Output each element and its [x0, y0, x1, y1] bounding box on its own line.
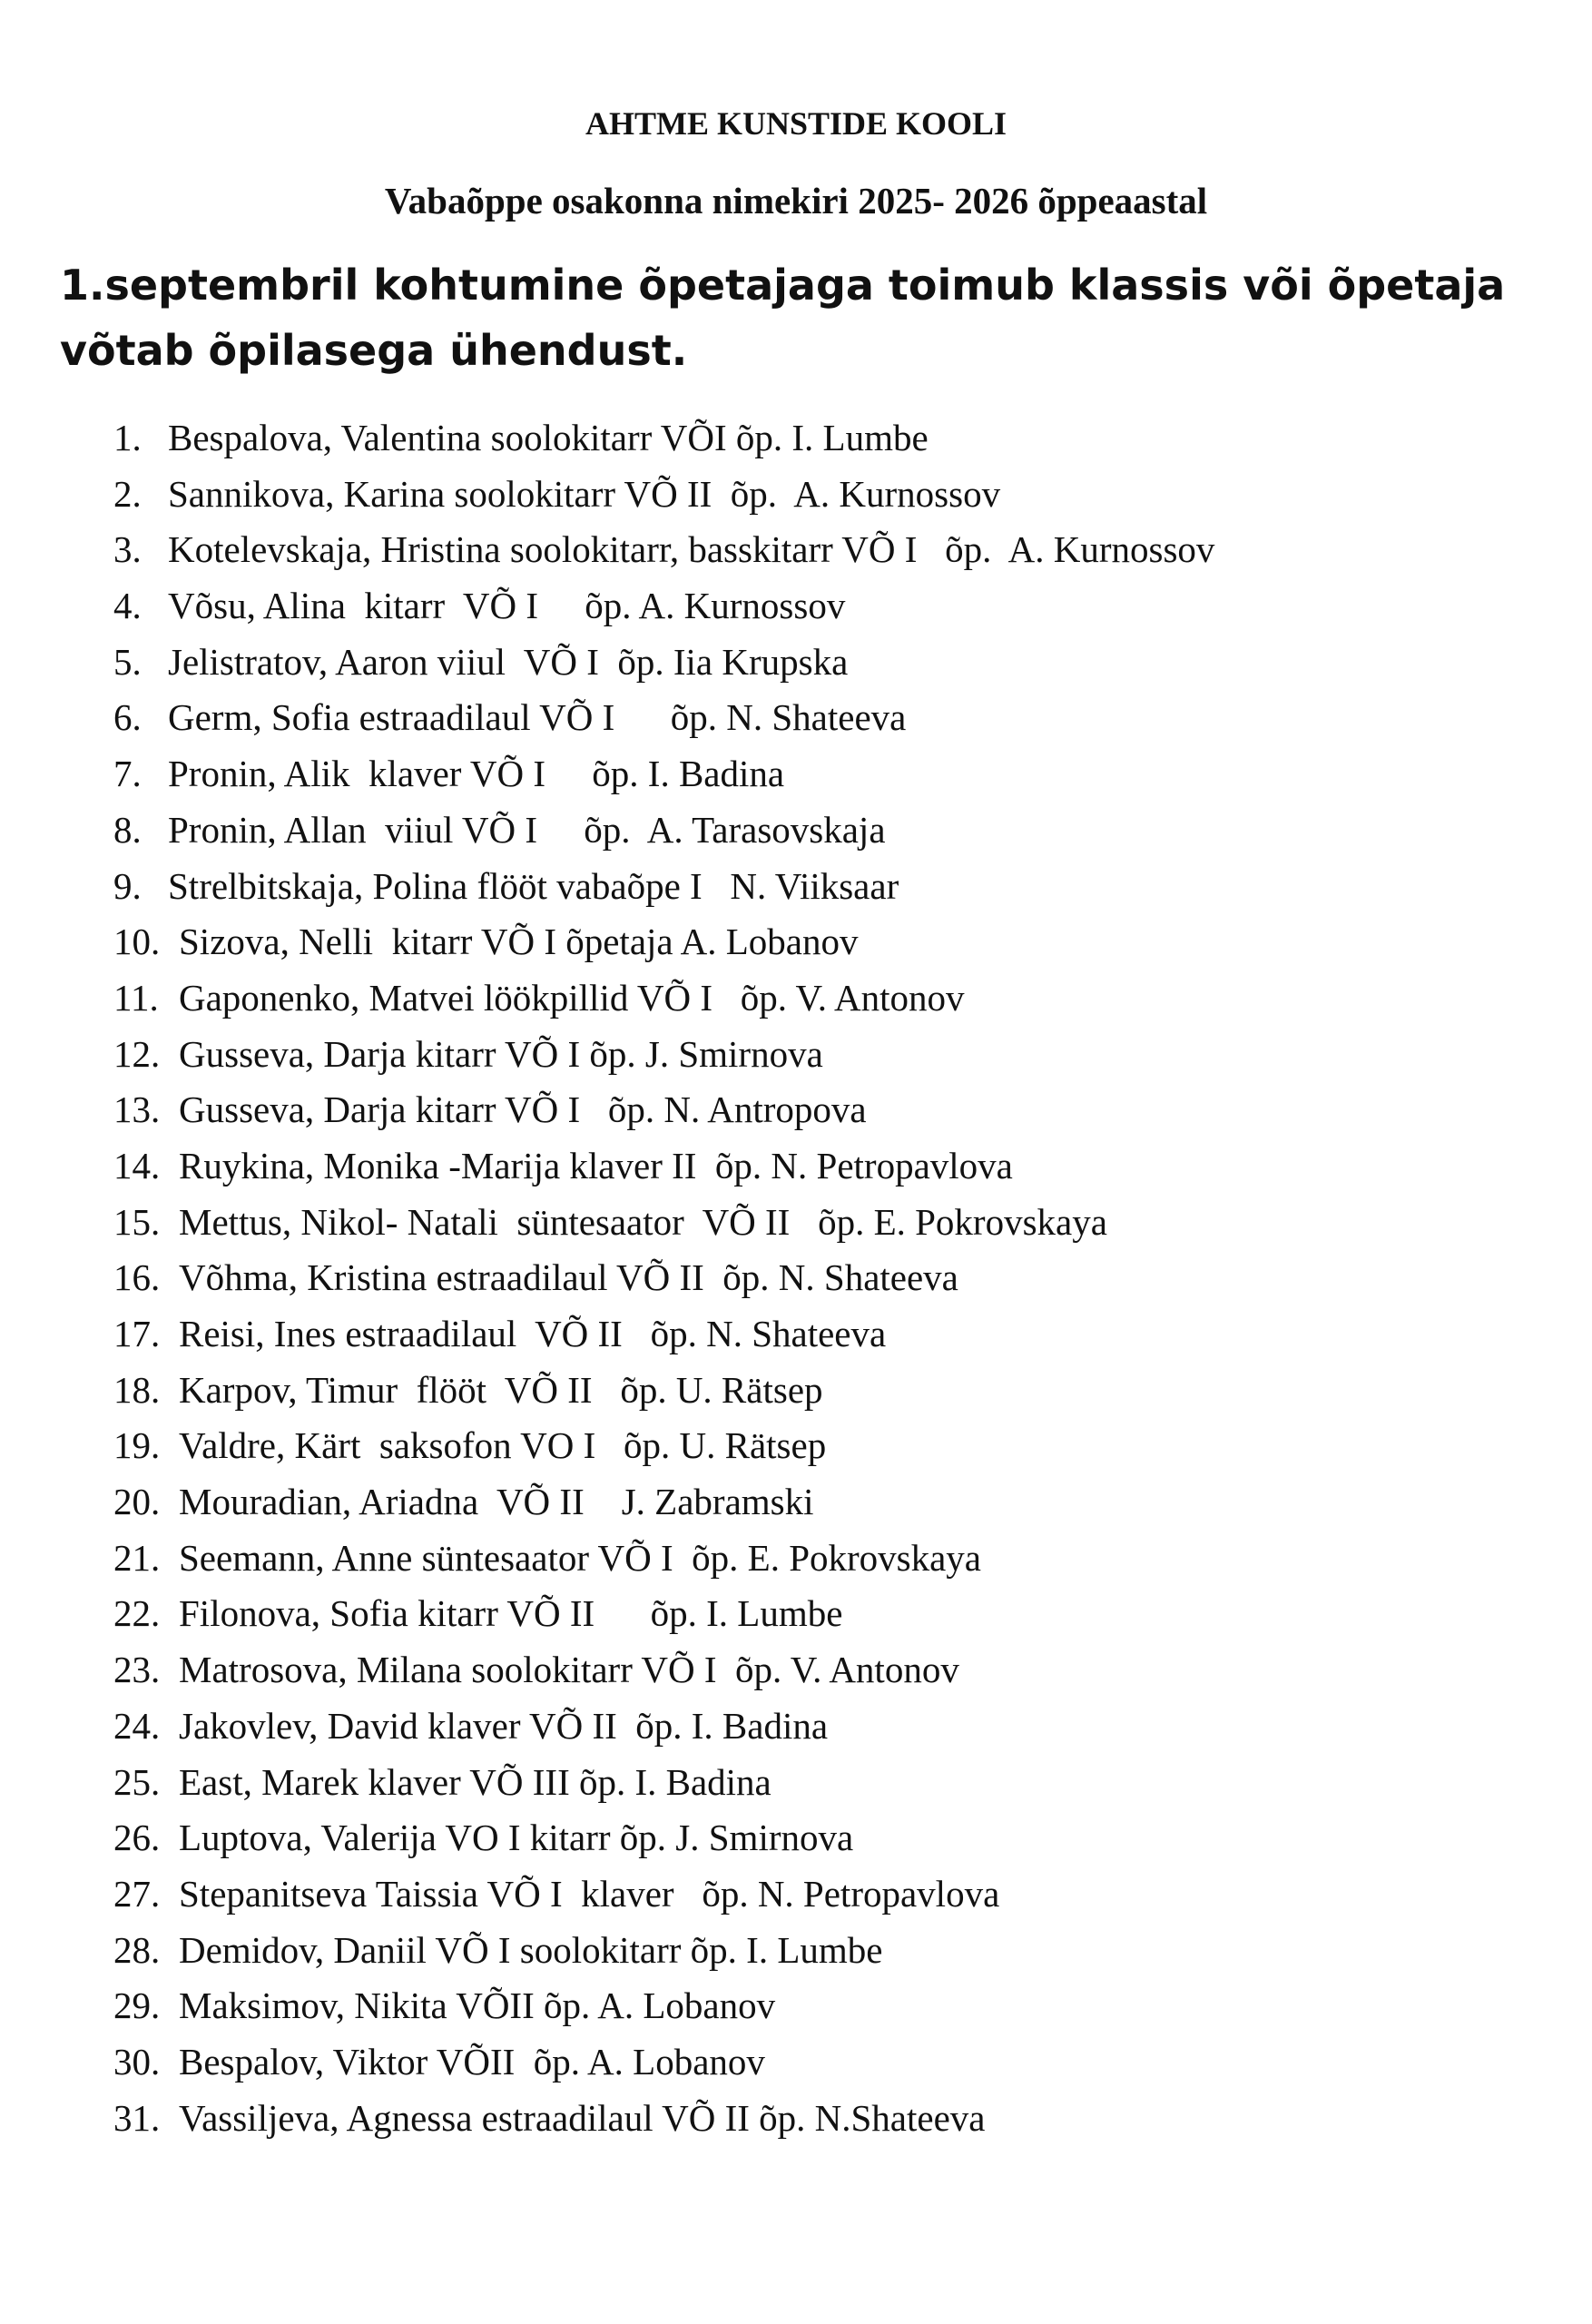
list-title: Vabaõppe osakonna nimekiri 2025- 2026 õppeaastal	[384, 180, 1208, 222]
list-item-text: Valdre, Kärt saksofon VO I õp. U. Rätsep	[179, 1424, 827, 1467]
list-item-text: Stepanitseva Taissia VÕ I klaver õp. N. Petropavlova	[179, 1872, 1000, 1915]
list-item-text: Mouradian, Ariadna VÕ II J. Zabramski	[179, 1481, 814, 1523]
list-item-text: Reisi, Ines estraadilaul VÕ II õp. N. Shateeva	[179, 1313, 887, 1354]
list-item-number: 16.	[113, 1256, 161, 1299]
list-item-text: Mettus, Nikol- Natali süntesaator VÕ II õp. E. Pokrovskaya	[179, 1200, 1107, 1243]
list-item-text: Jelistratov, Aaron viiul VÕ I õp. Iia Krupska	[168, 640, 849, 683]
list-item-text: Karpov, Timur flööt VÕ II õp. U. Rätsep	[179, 1368, 823, 1411]
list-item-text: Pronin, Allan viiul VÕ I õp. A. Tarasovskaja	[168, 808, 886, 851]
list-item-text: Võsu, Alina kitarr VÕ I õp. A. Kurnossov	[168, 585, 846, 627]
list-item-number: 5.	[113, 640, 142, 683]
list-item-text: Ruykina, Monika -Marija klaver II õp. N. Petropavlova	[179, 1144, 1013, 1187]
list-item-number: 3.	[113, 528, 142, 571]
list-item-number: 19.	[113, 1424, 161, 1467]
list-item-text: Bespalova, Valentina soolokitarr VÕI õp. I. Lumbe	[168, 417, 929, 458]
list-item-text: Strelbitskaja, Polina flööt vabaõpe I N. Viiksaar	[168, 864, 899, 907]
list-item-text: Demidov, Daniil VÕ I soolokitarr õp. I. Lumbe	[179, 1928, 883, 1971]
list-item-text: Gusseva, Darja kitarr VÕ I õp. N. Antropova	[179, 1088, 867, 1131]
list-item-number: 7.	[113, 753, 142, 795]
list-item-text: Jakovlev, David klaver VÕ II õp. I. Badina	[179, 1704, 829, 1747]
list-item-number: 18.	[113, 1368, 161, 1411]
list-item-number: 29.	[113, 1984, 161, 2027]
list-item-number: 8.	[113, 808, 142, 851]
list-item-number: 4.	[113, 585, 142, 627]
list-item-number: 17.	[113, 1313, 161, 1354]
list-item-number: 1.	[113, 417, 142, 458]
list-item-number: 24.	[113, 1704, 161, 1747]
list-item-number: 26.	[113, 1817, 161, 1859]
list-item-number: 10.	[113, 921, 161, 963]
list-item-text: Pronin, Alik klaver VÕ I õp. I. Badina	[168, 753, 785, 795]
list-item-number: 9.	[113, 864, 142, 907]
list-item-number: 2.	[113, 472, 142, 515]
list-item-text: East, Marek klaver VÕ III õp. I. Badina	[179, 1760, 771, 1803]
list-item-text: Gusseva, Darja kitarr VÕ I õp. J. Smirnova	[179, 1032, 823, 1075]
list-item-number: 21.	[113, 1536, 161, 1579]
list-item-number: 23.	[113, 1649, 161, 1691]
list-item-text: Sizova, Nelli kitarr VÕ I õpetaja A. Lobanov	[179, 921, 859, 963]
list-item-number: 28.	[113, 1928, 161, 1971]
list-item-text: Võhma, Kristina estraadilaul VÕ II õp. N. Shateeva	[179, 1256, 958, 1299]
list-item-number: 11.	[113, 976, 159, 1019]
list-item-text: Matrosova, Milana soolokitarr VÕ I õp. V. Antonov	[179, 1649, 959, 1691]
list-item-number: 20.	[113, 1481, 161, 1523]
list-item-text: Gaponenko, Matvei löökpillid VÕ I õp. V. Antonov	[179, 976, 965, 1019]
list-item-text: Seemann, Anne süntesaator VÕ I õp. E. Pokrovskaya	[179, 1536, 982, 1579]
list-item-number: 15.	[113, 1200, 161, 1243]
list-item-text: Vassiljeva, Agnessa estraadilaul VÕ II õp. N.Shateeva	[179, 2096, 986, 2139]
list-item-text: Bespalov, Viktor VÕII õp. A. Lobanov	[179, 2040, 765, 2083]
list-item-number: 25.	[113, 1760, 161, 1803]
list-item-text: Filonova, Sofia kitarr VÕ II õp. I. Lumbe	[179, 1592, 843, 1635]
list-item-text: Sannikova, Karina soolokitarr VÕ II õp. A. Kurnossov	[168, 472, 1001, 515]
list-item-number: 14.	[113, 1144, 161, 1187]
list-item-number: 22.	[113, 1592, 161, 1635]
list-item-number: 31.	[113, 2096, 161, 2139]
list-item-text: Germ, Sofia estraadilaul VÕ I õp. N. Shateeva	[168, 696, 907, 739]
list-item-text: Luptova, Valerija VO I kitarr õp. J. Smirnova	[179, 1817, 854, 1859]
list-item-number: 12.	[113, 1032, 161, 1075]
list-item-number: 6.	[113, 696, 142, 739]
school-name: AHTME KUNSTIDE KOOLI	[585, 105, 1007, 142]
list-item-number: 27.	[113, 1872, 161, 1915]
meeting-notice: 1.septembril kohtumine õpetajaga toimub klassis või õpetaja võtab õpilasega ühendust.	[60, 261, 1506, 375]
list-item-text: Kotelevskaja, Hristina soolokitarr, basskitarr VÕ I õp. A. Kurnossov	[168, 528, 1215, 571]
list-item-text: Maksimov, Nikita VÕII õp. A. Lobanov	[179, 1984, 776, 2027]
list-item-number: 13.	[113, 1088, 161, 1131]
list-item-number: 30.	[113, 2040, 161, 2083]
